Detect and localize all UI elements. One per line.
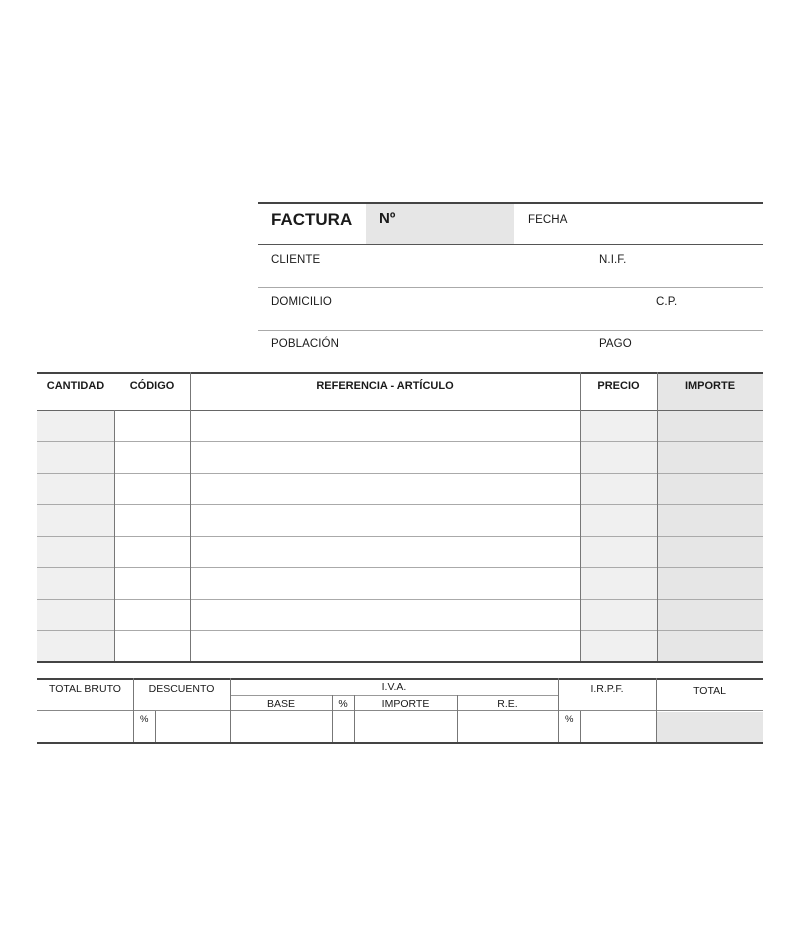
- client-field[interactable]: [338, 248, 588, 284]
- column-header-price: PRECIO: [597, 380, 640, 392]
- item-row-rule: [37, 473, 763, 474]
- town-label: POBLACIÓN: [271, 338, 340, 350]
- address-field[interactable]: [348, 291, 648, 327]
- column-header-quantity: CANTIDAD: [46, 380, 105, 392]
- invoice-number-label: Nº: [379, 210, 396, 227]
- item-row-rule: [37, 441, 763, 442]
- totals-bottom-rule: [37, 742, 763, 744]
- iva-percent-field[interactable]: [333, 712, 353, 741]
- discount-field[interactable]: [156, 712, 229, 741]
- address-label: DOMICILIO: [271, 296, 332, 308]
- discount-percent-sign: %: [140, 714, 149, 725]
- iva-amount-field[interactable]: [355, 712, 456, 741]
- column-header-amount: IMPORTE: [684, 380, 736, 392]
- amount-column-shade: [657, 372, 763, 661]
- iva-subheader-rule: [230, 695, 558, 696]
- items-bottom-rule: [37, 661, 763, 663]
- item-row-rule: [37, 567, 763, 568]
- column-divider: [580, 372, 581, 661]
- items-header-rule: [37, 410, 763, 411]
- nif-label: N.I.F.: [599, 254, 627, 266]
- payment-label: PAGO: [599, 338, 632, 350]
- column-divider: [657, 372, 658, 661]
- iva-base-label: BASE: [266, 698, 295, 710]
- irpf-percent-sign: %: [565, 714, 574, 725]
- invoice-header: [258, 202, 763, 360]
- town-field[interactable]: [348, 334, 588, 360]
- payment-field[interactable]: [638, 334, 758, 360]
- totals-top-rule: [37, 678, 763, 680]
- header-top-rule: [258, 202, 763, 204]
- total-field[interactable]: [657, 712, 763, 741]
- item-row-rule: [37, 599, 763, 600]
- header-rule: [258, 244, 763, 245]
- item-row-rule: [37, 504, 763, 505]
- re-field[interactable]: [458, 712, 557, 741]
- invoice-title: FACTURA: [271, 210, 353, 229]
- header-rule: [258, 330, 763, 331]
- date-field[interactable]: [578, 206, 758, 242]
- total-bruto-field[interactable]: [37, 712, 132, 741]
- item-row-rule: [37, 536, 763, 537]
- date-label: FECHA: [528, 214, 568, 226]
- totals-table: [37, 678, 763, 746]
- irpf-label: I.R.P.F.: [590, 683, 624, 695]
- re-label: R.E.: [497, 698, 518, 710]
- iva-label: I.V.A.: [381, 681, 407, 693]
- column-header-code: CÓDIGO: [129, 380, 175, 392]
- column-divider: [190, 372, 191, 661]
- iva-percent-label: %: [338, 698, 348, 710]
- nif-field[interactable]: [638, 248, 758, 284]
- column-divider: [114, 410, 115, 661]
- column-header-reference: REFERENCIA - ARTÍCULO: [316, 380, 454, 392]
- client-label: CLIENTE: [271, 254, 321, 266]
- postal-code-label: C.P.: [656, 296, 678, 308]
- item-row-rule: [37, 630, 763, 631]
- totals-mid-rule: [37, 710, 763, 711]
- header-rule: [258, 287, 763, 288]
- items-top-rule: [37, 372, 763, 374]
- postal-code-field[interactable]: [683, 291, 758, 327]
- total-bruto-label: TOTAL BRUTO: [49, 683, 121, 695]
- irpf-field[interactable]: [581, 712, 655, 741]
- iva-amount-label: IMPORTE: [381, 698, 430, 710]
- discount-label: DESCUENTO: [148, 683, 215, 695]
- total-label: TOTAL: [693, 685, 726, 697]
- iva-base-field[interactable]: [231, 712, 331, 741]
- items-table: [37, 372, 763, 664]
